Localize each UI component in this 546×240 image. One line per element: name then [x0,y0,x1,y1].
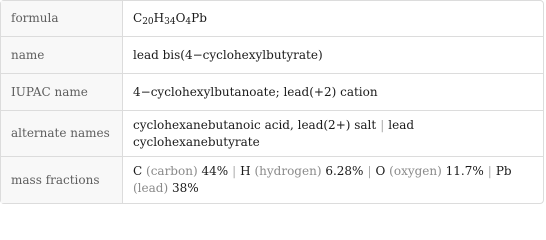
element-name: (oxygen) [389,164,442,178]
mass-fractions-label: mass fractions [1,157,123,204]
formula-part: Pb [191,11,207,25]
element-name: (hydrogen) [254,164,322,178]
alternate-names-label: alternate names [1,111,123,157]
mass-fraction: 6.28% [325,164,364,178]
name-row [1,37,543,74]
name-value: lead bis(4−cyclohexylbutyrate) [123,37,544,74]
separator: | [380,117,385,132]
formula-subscript: 20 [142,17,154,27]
name-label: name [1,37,123,74]
alternate-name: lead cyclohexanebutyrate [133,117,415,149]
mass-fractions-row [1,157,543,204]
formula-part: O [175,11,186,25]
element-symbol: O [375,164,386,178]
mass-fractions-value [123,157,544,204]
separator: | [232,164,237,178]
separator: | [487,164,492,178]
element-symbol: C [133,164,143,178]
formula-row [1,1,543,37]
alternate-name: cyclohexanebutanoic acid, lead(2+) salt [133,117,377,132]
element-symbol: Pb [495,164,512,178]
mass-fraction: 11.7% [445,164,484,178]
formula-value [123,1,544,37]
formula-part: C [133,11,143,25]
iupac-row [1,74,543,111]
alternate-names-row [1,111,543,157]
formula-subscript: 4 [185,17,192,27]
iupac-value: 4−cyclohexylbutanoate; lead(+2) cation [123,74,544,111]
mass-fraction: 44% [201,164,229,178]
separator: | [367,164,372,178]
mass-fraction: 38% [171,181,199,195]
alternate-names-value [123,111,544,157]
element-name: (lead) [133,181,169,195]
formula-part: H [153,11,165,25]
element-name: (carbon) [146,164,198,178]
iupac-label: IUPAC name [1,74,123,111]
formula-label: formula [1,1,123,37]
formula-subscript: 34 [164,17,176,27]
element-symbol: H [240,164,251,178]
properties-table [1,1,543,203]
